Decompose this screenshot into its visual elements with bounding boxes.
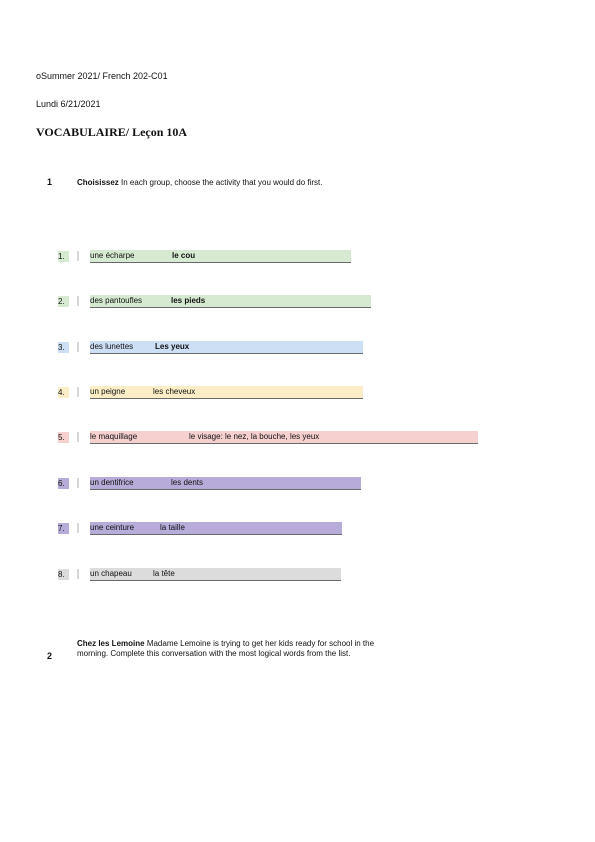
exercise-1-number: 1 <box>47 177 53 187</box>
exercise-1-label: Choisissez <box>77 178 119 187</box>
item-divider <box>77 523 79 533</box>
item-number: 4. <box>58 387 69 398</box>
page-title: VOCABULAIRE/ Leçon 10A <box>36 125 188 139</box>
item-divider <box>77 387 79 397</box>
item-answer: le cou <box>172 251 196 260</box>
item-answer: la taille <box>160 523 185 532</box>
course-header: oSummer 2021/ French 202-C01 <box>36 71 168 81</box>
answer-line[interactable] <box>90 295 371 308</box>
item-prompt: des lunettes <box>90 342 134 351</box>
answer-line[interactable] <box>90 250 351 263</box>
item-answer: les cheveux <box>153 387 196 396</box>
exercise-2-text-line1: Madame Lemoine is trying to get her kids ready for school in the <box>146 639 375 648</box>
answer-line[interactable] <box>90 568 341 581</box>
item-prompt: une ceinture <box>90 523 135 532</box>
item-prompt: un chapeau <box>90 569 132 578</box>
item-divider <box>77 478 79 488</box>
item-divider <box>77 251 79 261</box>
item-answer: les dents <box>171 478 204 487</box>
exercise-1-instructions <box>77 178 322 187</box>
item-divider <box>77 296 79 306</box>
item-number: 3. <box>58 342 69 353</box>
item-number: 8. <box>58 569 69 580</box>
item-number: 2. <box>58 296 69 307</box>
answer-line[interactable] <box>90 341 363 354</box>
item-divider <box>77 432 79 442</box>
exercise-2-label: Chez les Lemoine <box>77 639 145 648</box>
item-number: 5. <box>58 432 69 443</box>
item-divider <box>77 569 79 579</box>
item-answer: Les yeux <box>155 342 190 351</box>
item-prompt: des pantoufles <box>90 296 143 305</box>
answer-line[interactable] <box>90 386 363 399</box>
item-number: 7. <box>58 523 69 534</box>
item-answer: les pieds <box>171 296 206 305</box>
item-prompt: un peigne <box>90 387 126 396</box>
date-header: Lundi 6/21/2021 <box>36 99 101 109</box>
item-number: 6. <box>58 478 69 489</box>
item-prompt: un dentifrice <box>90 478 134 487</box>
item-prompt: une écharpe <box>90 251 135 260</box>
item-answer: la tête <box>153 569 175 578</box>
item-number: 1. <box>58 251 69 262</box>
answer-line[interactable] <box>90 477 361 490</box>
exercise-1-text: In each group, choose the activity that you would do first. <box>121 178 323 187</box>
exercise-2-text-line2: morning. Complete this conversation with the most logical words from the list. <box>77 649 351 658</box>
item-prompt: le maquillage <box>90 432 138 441</box>
exercise-2-number: 2 <box>47 651 53 661</box>
answer-line[interactable] <box>90 522 342 535</box>
item-answer: le visage: le nez, la bouche, les yeux <box>189 432 320 441</box>
exercise-2-instructions <box>77 639 374 659</box>
item-divider <box>77 342 79 352</box>
